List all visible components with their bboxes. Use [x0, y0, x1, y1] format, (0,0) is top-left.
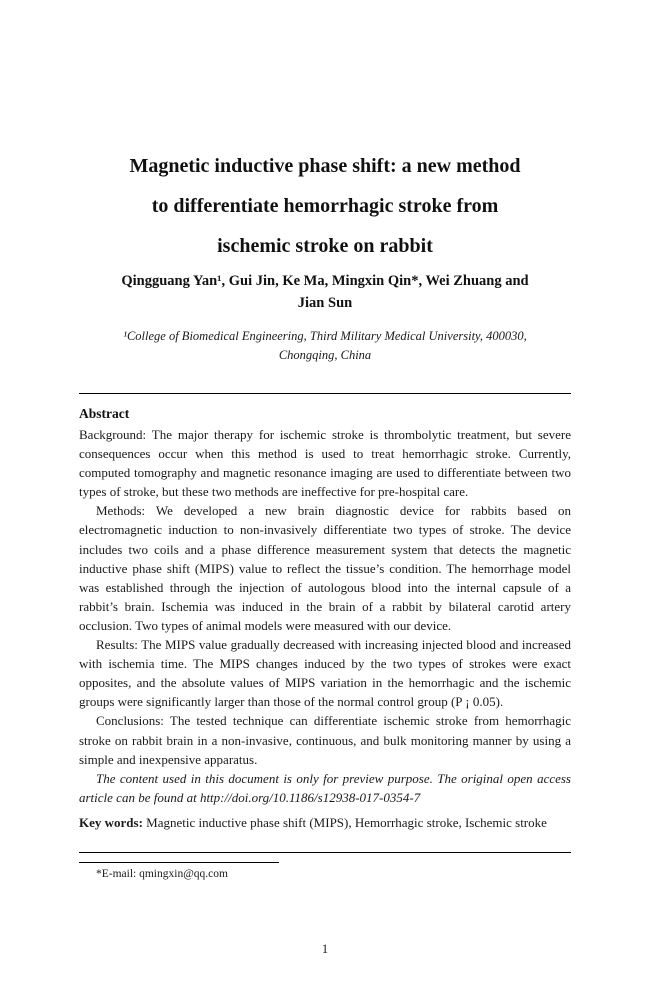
title-line-1: Magnetic inductive phase shift: a new method: [129, 155, 521, 177]
keywords-label: Key words:: [79, 814, 143, 830]
keywords-bottom-rule: [79, 852, 571, 853]
abstract-paragraph-conclusions: Conclusions: The tested technique can differentiate ischemic stroke from hemorrhagic stroke on rabbit brain in a non-invasive, continuous, and bulk monitoring manner by using a simple and inexpensive apparatus.: [79, 713, 571, 767]
authors-line-2: Jian Sun: [297, 295, 353, 311]
preview-note: The content used in this document is only for preview purpose. The original open access article can be found at http://doi.org/10.1186/s12938-017-0354-7: [79, 770, 571, 805]
title-line-3: ischemic stroke on rabbit: [217, 235, 433, 257]
keywords-text: Magnetic inductive phase shift (MIPS), Hemorrhagic stroke, Ischemic stroke: [142, 814, 547, 830]
affiliation-line-2: Chongqing, China: [278, 347, 372, 362]
abstract-top-rule: [79, 393, 571, 394]
abstract-section: [79, 402, 571, 832]
abstract-paragraph-results: Results: The MIPS value gradually decreased with increasing injected blood and increased with ischemia time. The MIPS changes induced by the two types of strokes were exact opposites, and the absolute values of MIPS variation in the hemorrhagic and the ischemic groups were significantly larger than those of the normal control group (P ¡ 0.05).: [79, 637, 571, 710]
page-number: 1: [321, 942, 329, 956]
footnote-email: *E-mail: qmingxin@qq.com: [96, 868, 228, 880]
abstract-heading: Abstract: [79, 406, 130, 421]
title-line-2: to differentiate hemorrhagic stroke from: [151, 195, 499, 217]
affiliation: [0, 327, 650, 364]
abstract-paragraph-methods: Methods: We developed a new brain diagnostic device for rabbits based on electromagnetic induction to non-invasively differentiate two types of stroke. The device includes two coils and a phase difference measurement system that detects the magnetic inductive phase shift (MIPS) value to reflect the tissue’s condition. The hemorrhage model was established through the injection of autologous blood into the internal capsule of a rabbit’s brain. Ischemia was induced in the brain of a rabbit by bilateral carotid artery occlusion. Two types of animal models were measured with our device.: [79, 503, 571, 633]
author-list: [0, 270, 650, 314]
affiliation-line-1: ¹College of Biomedical Engineering, Third Military Medical University, 400030,: [123, 329, 527, 343]
paper-title: [0, 146, 650, 266]
abstract-paragraph-background: Background: The major therapy for ischemic stroke is thrombolytic treatment, but severe consequences occur when this method is used to treat hemorrhagic stroke. Currently, computed tomography and magnetic resonance imaging are used to differentiate between two types of stroke, but these two methods are ineffective for pre-hospital care.: [79, 427, 571, 500]
keywords-line: [79, 813, 571, 832]
footnote-rule: [79, 862, 279, 863]
authors-line-1: Qingguang Yan¹, Gui Jin, Ke Ma, Mingxin Qin*, Wei Zhuang and: [121, 273, 529, 289]
